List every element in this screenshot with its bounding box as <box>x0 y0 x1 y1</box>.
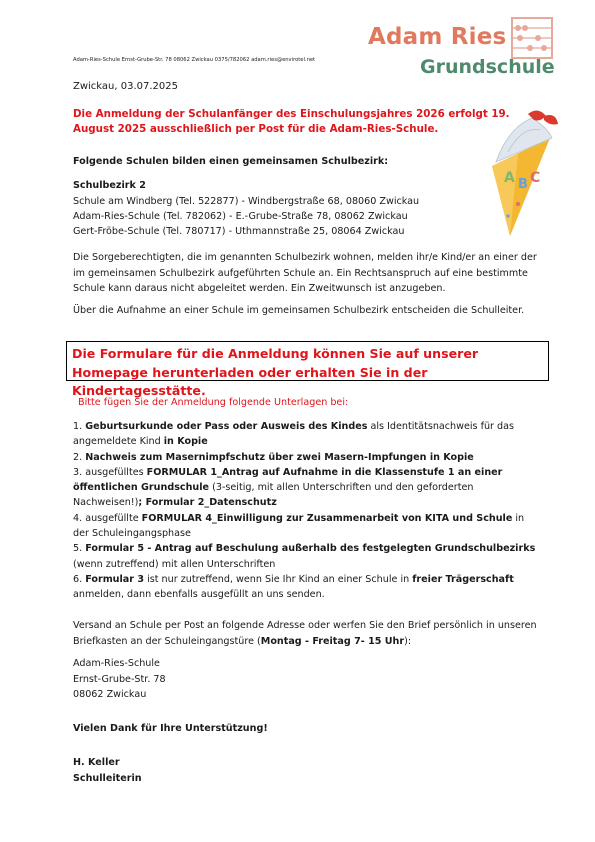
paragraph-registration-rules: Die Sorgeberechtigten, die im genannten Schulbezirk wohnen, melden ihr/e Kind/er an einer der im gemeinsamen Schulbezirk aufgeführten Schule an. Ein Rechtsanspruch auf eine bestimmte Schule kann daraus nicht abgeleitet werden. Ein Zweitwunsch ist anzugeben. <box>73 252 537 295</box>
list-item: 2. Nachweis zum Masernimpfschutz über zwei Masern-Impfungen in Kopie <box>73 451 474 463</box>
address-line-2: Ernst-Grube-Str. 78 <box>73 674 166 685</box>
address-line-1: Adam-Ries-Schule <box>73 658 160 669</box>
bezirk-school-2: Adam-Ries-Schule (Tel. 782062) - E.-Grube-Straße 78, 08062 Zwickau <box>73 211 408 222</box>
sending-instructions: Versand an Schule per Post an folgende Adresse oder werfen Sie den Brief persönlich in unseren Briefkasten an der Schuleingangstüre (Montag - Freitag 7- 15 Uhr): <box>73 620 537 647</box>
list-item: 3. ausgefülltes FORMULAR 1_Antrag auf Aufnahme in die Klassenstufe 1 an einer öffentlichen Grundschule (3-seitig, mit allen Unterschriften und den geforderten Nachweisen!); Formular 2_Datenschutz <box>73 466 503 509</box>
bezirk-title: Schulbezirk 2 <box>73 180 146 191</box>
svg-text:B: B <box>518 177 528 192</box>
signature-role: Schulleiterin <box>73 773 142 784</box>
notice-text: Die Formulare für die Anmeldung können Sie auf unserer Homepage herunterladen oder erhalten Sie in der Kindertagesstätte. <box>72 346 479 398</box>
list-item: 4. ausgefüllte FORMULAR 4_Einwilligung zur Zusammenarbeit von KITA und Schule in der Schuleingangsphase <box>73 512 525 540</box>
bezirk-school-3: Gert-Fröbe-Schule (Tel. 780717) - Uthmannstraße 25, 08064 Zwickau <box>73 226 405 237</box>
paragraph-admission: Über die Aufnahme an einer Schule im gemeinsamen Schulbezirk entscheiden die Schulleiter. <box>73 305 525 316</box>
logo-sub-text: Grundschule <box>420 56 555 78</box>
section-title: Folgende Schulen bilden einen gemeinsamen Schulbezirk: <box>73 156 389 167</box>
address-line-3: 08062 Zwickau <box>73 689 147 700</box>
headline: Die Anmeldung der Schulanfänger des Einschulungsjahres 2026 erfolgt 19. August 2025 ausschließlich per Post für die Adam-Ries-Schule. <box>73 108 510 135</box>
bezirk-school-1: Schule am Windberg (Tel. 522877) - Windbergstraße 68, 08060 Zwickau <box>73 196 420 207</box>
abacus-icon <box>508 12 556 62</box>
svg-text:A: A <box>504 170 515 186</box>
sender-line: Adam-Ries-Schule Ernst-Grube-Str. 78 08062 Zwickau 0375/782062 adam.ries@envirotel.net <box>73 57 316 63</box>
thanks-line: Vielen Dank für Ihre Unterstützung! <box>73 723 268 734</box>
list-item: 1. Geburtsurkunde oder Pass oder Ausweis des Kindes als Identitätsnachweis für das angemeldete Kind in Kopie <box>73 421 515 448</box>
list-item: 6. Formular 3 ist nur zutreffend, wenn Sie Ihr Kind an einer Schule in freier Trägerschaft anmelden, dann ebenfalls ausgefüllt an uns senden. <box>73 573 514 601</box>
logo-main-text: Adam Ries <box>368 24 507 50</box>
letter-date: Zwickau, 03.07.2025 <box>73 81 178 92</box>
notice-box <box>66 341 549 398</box>
attachments-list <box>73 419 543 603</box>
svg-text:C: C <box>530 170 541 186</box>
signature-name: H. Keller <box>73 757 120 768</box>
attachments-intro: Bitte fügen Sie der Anmeldung folgende Unterlagen bei: <box>78 397 349 408</box>
list-item: 5. Formular 5 - Antrag auf Beschulung außerhalb des festgelegten Grundschulbezirks (wenn zutreffend) mit allen Unterschriften <box>73 543 536 570</box>
